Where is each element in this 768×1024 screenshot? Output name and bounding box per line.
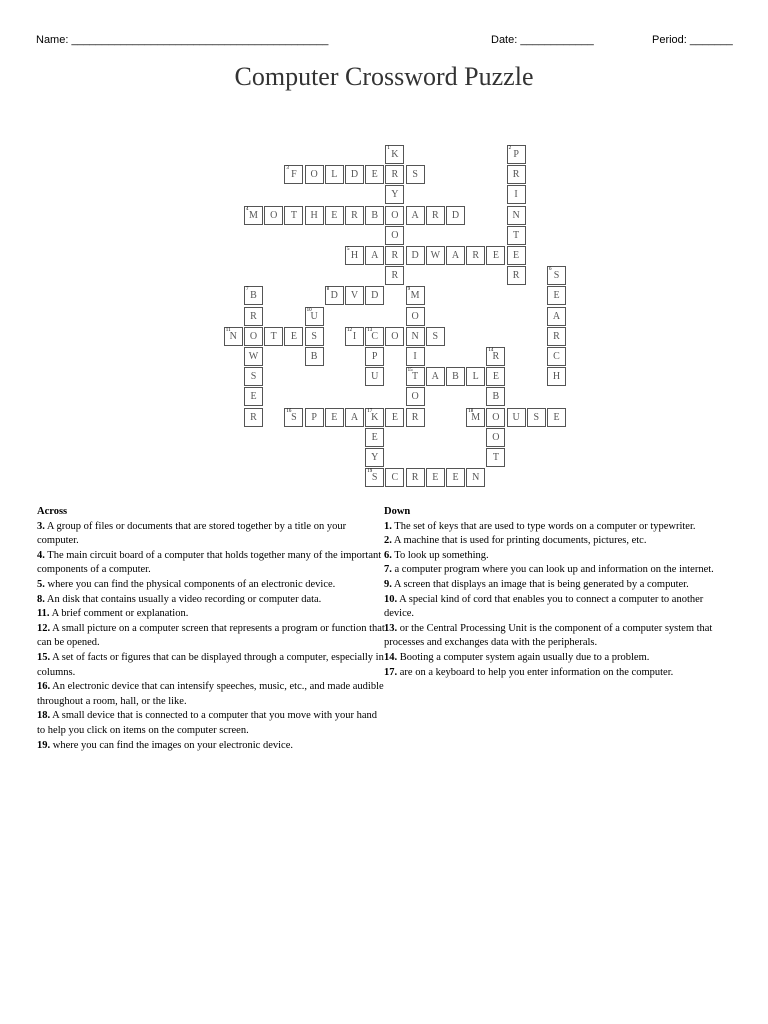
grid-cell[interactable] (446, 468, 465, 487)
cell-letter: O (492, 431, 500, 443)
grid-cell[interactable] (305, 327, 324, 346)
grid-cell[interactable] (385, 246, 404, 265)
crossword-grid (0, 0, 768, 500)
cell-letter: N (411, 330, 419, 342)
grid-cell[interactable] (264, 206, 283, 225)
clue-item (384, 563, 729, 578)
grid-cell[interactable] (365, 347, 384, 366)
cell-letter: F (291, 169, 297, 181)
clue-number: 2. (384, 535, 392, 547)
clue-text: are on a keyboard to help you enter information on the computer. (397, 666, 674, 678)
cell-letter: T (290, 209, 297, 221)
cell-letter: L (472, 371, 479, 383)
clue-number: 16. (37, 681, 51, 693)
grid-cell[interactable] (486, 347, 505, 366)
grid-cell[interactable] (305, 408, 324, 427)
grid-cell[interactable] (284, 408, 303, 427)
page-title: Computer Crossword Puzzle (234, 62, 534, 91)
cell-letter: D (451, 209, 460, 221)
grid-cell[interactable] (406, 347, 425, 366)
cell-number: 15 (407, 368, 413, 374)
clue-number: 7. (384, 564, 392, 576)
clue-text: An disk that contains usually a video recording or computer data. (44, 593, 322, 605)
grid-cell[interactable] (244, 387, 263, 406)
grid-cell[interactable] (244, 367, 263, 386)
grid-cell[interactable] (507, 206, 526, 225)
grid-cell[interactable] (365, 327, 384, 346)
grid-cell[interactable] (507, 185, 526, 204)
clue-text: The main circuit board of a computer that holds together many of the important components of a computer. (37, 549, 382, 576)
grid-cell[interactable] (305, 347, 324, 366)
grid-cell[interactable] (547, 286, 566, 305)
cell-letter: U (310, 310, 318, 322)
grid-cell[interactable] (426, 246, 445, 265)
clue-item (37, 622, 387, 651)
cell-letter: N (472, 472, 480, 484)
grid-cell[interactable] (385, 185, 404, 204)
grid-cell[interactable] (406, 367, 425, 386)
clue-number: 10. (384, 593, 398, 605)
cell-number: 16 (286, 408, 292, 414)
grid-cell[interactable] (385, 165, 404, 184)
cell-number: 3 (286, 166, 289, 172)
grid-cell[interactable] (345, 206, 364, 225)
cell-letter: E (331, 209, 338, 221)
grid-cell[interactable] (547, 367, 566, 386)
cell-letter: L (331, 169, 338, 181)
grid-cell[interactable] (345, 165, 364, 184)
cell-number: 7 (246, 287, 249, 293)
clue-number: 17. (384, 666, 398, 678)
grid-cell[interactable] (406, 165, 425, 184)
cell-letter: B (310, 351, 318, 362)
cell-number: 6 (549, 267, 552, 273)
cell-letter: E (290, 330, 297, 342)
grid-cell[interactable] (345, 327, 364, 346)
grid-cell[interactable] (365, 246, 384, 265)
date-field-label: Date: ____________ (491, 34, 594, 46)
grid-cell[interactable] (325, 206, 344, 225)
clue-item (37, 593, 387, 608)
cell-letter: E (371, 431, 378, 443)
clue-number: 19. (37, 739, 51, 751)
cell-letter: E (492, 250, 499, 261)
cell-letter: E (331, 411, 338, 423)
grid-cell[interactable] (406, 408, 425, 427)
clue-text: An electronic device that can intensify speeches, music, etc., and made audible throughout a room, hall, or the like. (37, 681, 384, 707)
grid-cell[interactable] (244, 307, 263, 326)
cell-letter: Y (371, 452, 379, 463)
cell-number: 12 (347, 327, 352, 333)
grid-cell[interactable] (426, 468, 445, 487)
cell-letter: V (350, 290, 359, 302)
grid-cell[interactable] (385, 226, 404, 245)
clue-item (384, 622, 729, 651)
cell-letter: A (431, 371, 439, 383)
cell-letter: E (371, 169, 378, 181)
grid-cell[interactable] (426, 327, 445, 346)
down-clue-list (384, 520, 729, 681)
grid-cell[interactable] (446, 206, 465, 225)
grid-cell[interactable] (284, 206, 303, 225)
cell-number: 9 (407, 287, 411, 293)
clue-text: A brief comment or explanation. (49, 608, 189, 620)
clue-item (37, 651, 387, 680)
cell-letter: O (391, 209, 399, 221)
cell-letter: T (412, 371, 419, 383)
grid-cell[interactable] (345, 408, 364, 427)
grid-cell[interactable] (365, 468, 384, 487)
cell-letter: U (512, 411, 520, 423)
clue-text: A small picture on a computer screen that represents a program or function that can be opened. (37, 622, 385, 649)
cell-letter: P (311, 411, 317, 423)
clue-text: or the Central Processing Unit is the component of a computer system that processes and exchanges data with the peripherals. (384, 622, 713, 649)
clue-number: 1. (384, 520, 392, 532)
cell-letter: H (350, 250, 359, 261)
grid-cell[interactable] (486, 367, 505, 386)
cell-number: 11 (225, 327, 231, 333)
clue-text: where you can find the images on your electronic device. (50, 739, 293, 751)
clue-item (37, 578, 387, 593)
across-heading: Across (37, 506, 68, 517)
cell-letter: P (371, 351, 378, 362)
cell-letter: S (371, 472, 378, 484)
cell-letter: T (270, 330, 277, 342)
cell-number: 8 (326, 287, 330, 293)
clue-item (384, 549, 729, 564)
cell-letter: U (371, 371, 379, 383)
grid-cell[interactable] (224, 327, 243, 346)
cell-letter: O (310, 169, 318, 181)
grid-cell[interactable] (446, 246, 465, 265)
clue-text: A set of facts or figures that can be displayed through a computer, especially in columns. (37, 651, 384, 678)
cell-letter: W (430, 250, 441, 261)
cell-letter: B (371, 209, 379, 221)
grid-cell[interactable] (547, 307, 566, 326)
cell-letter: O (411, 310, 419, 322)
clue-item (384, 651, 729, 666)
cell-letter: E (553, 411, 560, 423)
grid-cell[interactable] (385, 145, 404, 164)
grid-cell[interactable] (305, 206, 324, 225)
cell-letter: D (350, 169, 359, 181)
grid-cell[interactable] (507, 246, 526, 265)
grid-cell[interactable] (365, 428, 384, 447)
cell-letter: E (492, 371, 499, 383)
clue-text: The set of keys that are used to type words on a computer or typewriter. (391, 520, 696, 532)
cell-number: 13 (367, 327, 373, 333)
across-clues (37, 505, 387, 753)
grid-cell[interactable] (486, 408, 505, 427)
cell-number: 18 (468, 408, 474, 414)
grid-cell[interactable] (547, 327, 566, 346)
grid-cell[interactable] (385, 266, 404, 285)
cell-letter: H (552, 371, 561, 383)
cell-number: 17 (367, 408, 373, 414)
grid-cell[interactable] (244, 286, 263, 305)
cell-number: 4 (246, 206, 249, 212)
down-clues (384, 505, 729, 680)
clue-number: 13. (384, 622, 398, 634)
grid-cell[interactable] (507, 165, 526, 184)
grid-cell[interactable] (486, 387, 505, 406)
clue-item (37, 709, 387, 738)
grid-cell[interactable] (385, 327, 404, 346)
cell-letter: R (431, 209, 439, 221)
cell-letter: E (432, 472, 439, 484)
clue-number: 15. (37, 651, 51, 663)
clue-item (384, 534, 729, 549)
cell-letter: O (391, 330, 399, 342)
grid-cell[interactable] (527, 408, 546, 427)
clue-number: 5. (37, 578, 45, 590)
grid-cell[interactable] (466, 408, 485, 427)
period-field-label: Period: _______ (652, 34, 733, 46)
cell-letter: D (330, 290, 338, 302)
cell-letter: E (553, 290, 560, 302)
cell-letter: R (411, 411, 419, 423)
cell-letter: R (391, 270, 399, 282)
cell-number: 10 (306, 307, 312, 313)
clue-item (37, 520, 387, 549)
grid-cell[interactable] (426, 367, 445, 386)
grid-cell[interactable] (507, 145, 526, 164)
cell-letter: B (452, 371, 459, 383)
cell-letter: N (512, 209, 520, 221)
grid-cell[interactable] (406, 246, 425, 265)
grid-cell[interactable] (365, 286, 384, 305)
cell-letter: O (411, 391, 419, 403)
clue-text: where you can find the physical components of an electronic device. (44, 578, 336, 590)
grid-cell[interactable] (507, 408, 526, 427)
grid-cell[interactable] (325, 286, 344, 305)
grid-cell[interactable] (305, 307, 324, 326)
clue-text: A special kind of cord that enables you to connect a computer to another device. (384, 593, 704, 620)
cell-letter: H (310, 209, 318, 221)
cell-letter: S (533, 411, 540, 423)
grid-cell[interactable] (406, 286, 425, 305)
cell-letter: A (411, 209, 419, 221)
grid-cell[interactable] (486, 428, 505, 447)
cell-letter: P (513, 149, 519, 160)
cell-letter: I (352, 330, 357, 342)
cell-letter: M (410, 290, 420, 302)
clue-item (37, 680, 387, 709)
cell-letter: S (412, 169, 418, 181)
grid-cell[interactable] (466, 367, 485, 386)
down-heading: Down (384, 506, 411, 517)
clue-number: 14. (384, 651, 398, 663)
cell-letter: K (391, 149, 399, 160)
grid-cell[interactable] (365, 448, 384, 467)
clue-item (37, 739, 387, 754)
cell-letter: M (471, 411, 481, 423)
grid-cell[interactable] (547, 347, 566, 366)
cell-letter: I (514, 189, 518, 201)
grid-cell[interactable] (507, 226, 526, 245)
cell-letter: C (391, 472, 399, 484)
cell-letter: O (249, 330, 258, 342)
clue-number: 6. (384, 549, 392, 561)
clue-item (37, 607, 387, 622)
grid-cell[interactable] (385, 206, 404, 225)
clue-item (384, 520, 729, 535)
cell-letter: O (270, 209, 278, 221)
grid-cell[interactable] (244, 327, 263, 346)
clue-text: a computer program where you can look up and information on the internet. (391, 564, 714, 576)
grid-cell[interactable] (264, 327, 283, 346)
cell-letter: D (411, 250, 419, 261)
cell-number: 2 (508, 146, 512, 151)
grid-cell[interactable] (365, 367, 384, 386)
cell-letter: B (492, 391, 500, 403)
cell-letter: S (553, 270, 560, 282)
cell-number: 1 (387, 146, 390, 151)
cell-letter: A (350, 411, 359, 423)
cell-letter: N (229, 330, 237, 342)
cell-letter: M (249, 209, 258, 221)
grid-cell[interactable] (446, 367, 465, 386)
cell-letter: C (553, 351, 560, 362)
clue-text: A machine that is used for printing documents, pictures, etc. (391, 535, 647, 547)
cell-letter: C (371, 330, 379, 342)
grid-cell[interactable] (426, 206, 445, 225)
cell-letter: S (250, 371, 257, 383)
cell-letter: A (552, 310, 561, 322)
grid-cell[interactable] (406, 307, 425, 326)
cell-letter: W (248, 351, 259, 362)
cell-letter: E (391, 411, 398, 423)
clue-text: A screen that displays an image that is being generated by a computer. (391, 578, 689, 590)
grid-cell[interactable] (345, 246, 364, 265)
grid-cell[interactable] (385, 468, 404, 487)
grid-cell[interactable] (486, 246, 505, 265)
cell-letter: A (451, 250, 460, 261)
cell-letter: R (391, 169, 399, 181)
grid-cell[interactable] (486, 448, 505, 467)
grid-cell[interactable] (244, 347, 263, 366)
cell-letter: R (512, 270, 520, 282)
cell-letter: T (492, 452, 499, 463)
grid-cell[interactable] (466, 468, 485, 487)
grid-cell[interactable] (284, 165, 303, 184)
clue-number: 12. (37, 622, 51, 634)
clue-text: A group of files or documents that are stored together by a title on your computer. (37, 520, 347, 547)
grid-cell[interactable] (325, 165, 344, 184)
clue-number: 4. (37, 549, 45, 561)
cell-letter: O (492, 411, 500, 423)
cell-letter: E (452, 472, 459, 484)
clue-item (384, 578, 729, 593)
grid-cell[interactable] (406, 327, 425, 346)
grid-cell[interactable] (406, 206, 425, 225)
cell-number: 14 (488, 348, 494, 353)
clue-number: 18. (37, 710, 51, 722)
cell-letter: E (250, 391, 257, 403)
grid-cell[interactable] (244, 206, 263, 225)
grid-cell[interactable] (406, 468, 425, 487)
grid-cell[interactable] (547, 408, 566, 427)
clue-text: To look up something. (391, 549, 489, 561)
grid-cell[interactable] (345, 286, 364, 305)
clue-number: 11. (37, 608, 50, 620)
clue-item (384, 666, 729, 681)
cell-letter: B (250, 290, 257, 302)
cell-letter: I (413, 351, 417, 362)
grid-cell[interactable] (385, 408, 404, 427)
grid-cell[interactable] (365, 165, 384, 184)
cell-letter: Y (391, 189, 399, 201)
grid-cell[interactable] (507, 266, 526, 285)
grid-cell[interactable] (365, 408, 384, 427)
cell-letter: R (512, 169, 520, 181)
cell-letter: K (371, 411, 379, 423)
clue-item (37, 549, 387, 578)
cell-letter: R (391, 250, 399, 261)
clue-number: 9. (384, 578, 392, 590)
grid-cell[interactable] (325, 408, 344, 427)
grid-cell[interactable] (305, 165, 324, 184)
grid-cell[interactable] (547, 266, 566, 285)
grid-cell[interactable] (406, 387, 425, 406)
cell-letter: R (553, 330, 560, 342)
cell-letter: T (513, 229, 520, 241)
clue-item (384, 593, 729, 622)
cell-number: 5 (347, 247, 350, 252)
cell-letter: R (411, 472, 419, 484)
cell-letter: D (371, 290, 379, 302)
across-clue-list (37, 520, 387, 754)
name-field-label: Name: __________________________________________ (36, 34, 329, 46)
grid-cell[interactable] (466, 246, 485, 265)
cell-letter: R (351, 209, 358, 221)
grid-cell[interactable] (284, 327, 303, 346)
cell-number: 19 (367, 469, 373, 475)
cell-letter: R (250, 310, 257, 322)
grid-cell[interactable] (365, 206, 384, 225)
cell-letter: R (250, 411, 257, 423)
cell-letter: S (432, 330, 439, 342)
cell-letter: O (391, 229, 399, 241)
grid-cell[interactable] (244, 408, 263, 427)
cell-letter: A (371, 250, 379, 261)
cell-letter: E (513, 250, 520, 261)
clue-text: A small device that is connected to a computer that you move with your hand to help you click on items on the computer screen. (37, 710, 378, 736)
clue-number: 8. (37, 593, 45, 605)
cell-letter: R (472, 250, 480, 261)
cell-letter: S (311, 330, 317, 342)
clue-text: Booting a computer system again usually due to a problem. (397, 651, 650, 663)
cell-letter: S (291, 411, 297, 423)
cell-letter: R (492, 351, 500, 362)
clue-number: 3. (37, 520, 45, 532)
